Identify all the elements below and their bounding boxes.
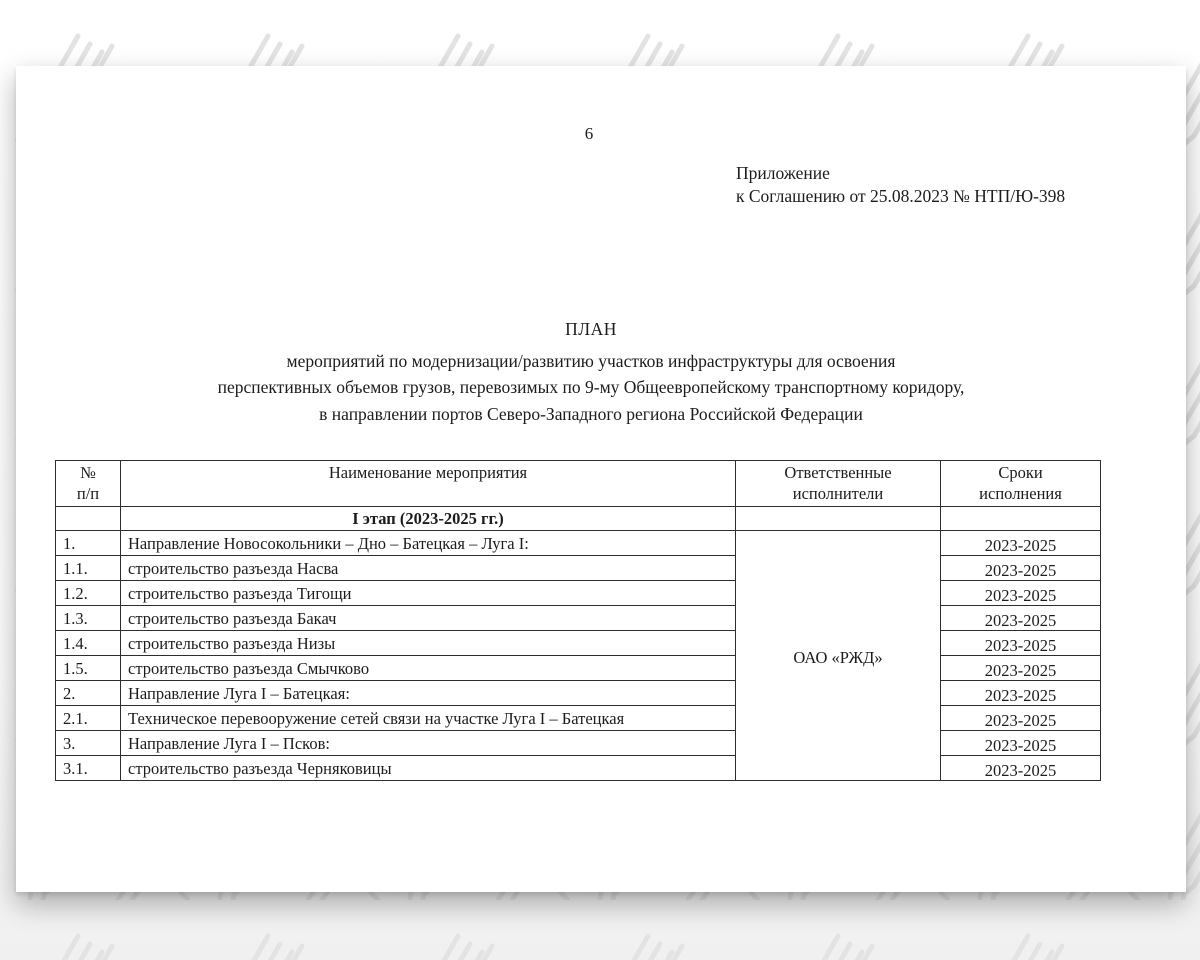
col-header-num-line2: п/п [76, 484, 100, 503]
col-header-executor-line1: Ответственные [784, 463, 892, 482]
plan-table [55, 460, 1101, 781]
table-row [56, 556, 1101, 581]
col-header-period-line1: Сроки [998, 463, 1043, 482]
stage-row [56, 507, 1101, 531]
period-value: 2023-2025 [984, 660, 1057, 680]
period-value: 2023-2025 [984, 585, 1057, 605]
row-number-cell: 1.2. [56, 581, 121, 606]
table-row [56, 631, 1101, 656]
col-header-executor [736, 461, 941, 507]
period-value: 2023-2025 [984, 560, 1057, 580]
activity-name-cell: строительство разъезда Низы [121, 631, 736, 656]
title-line-2: перспективных объемов грузов, перевозимых по 9-му Общеевропейскому транспортному коридору, [217, 377, 965, 397]
table-row [56, 656, 1101, 681]
document-page [16, 66, 1186, 892]
col-header-period-line2: исполнения [979, 484, 1062, 503]
period-cell [941, 581, 1101, 606]
page-number: 6 [584, 124, 594, 143]
period-value: 2023-2025 [984, 610, 1057, 630]
activity-name-cell: строительство разъезда Тигощи [121, 581, 736, 606]
stage-num-cell [56, 507, 121, 531]
period-cell [941, 556, 1101, 581]
table-row [56, 531, 1101, 556]
col-header-period [941, 461, 1101, 507]
activity-name-cell: Направление Луга I – Батецкая: [121, 681, 736, 706]
period-cell [941, 756, 1101, 781]
period-cell [941, 656, 1101, 681]
table-header-row [56, 461, 1101, 507]
title-line-1: мероприятий по модернизации/развитию участков инфраструктуры для освоения [286, 350, 896, 371]
period-cell [941, 731, 1101, 756]
table-row [56, 756, 1101, 781]
col-header-num-line1: № [80, 463, 96, 482]
period-cell [941, 681, 1101, 706]
period-value: 2023-2025 [984, 735, 1057, 755]
period-cell [941, 631, 1101, 656]
title-line-3: в направлении портов Северо-Западного региона Российской Федерации [319, 403, 863, 424]
activity-name-cell: Техническое перевооружение сетей связи на участке Луга I – Батецкая [121, 706, 736, 731]
row-number-cell: 3.1. [56, 756, 121, 781]
appendix-annotation [736, 162, 1065, 208]
table-row [56, 606, 1101, 631]
stage-executor-cell [736, 507, 941, 531]
row-number-cell: 2.1. [56, 706, 121, 731]
table-row [56, 706, 1101, 731]
row-number-cell: 1.5. [56, 656, 121, 681]
period-cell [941, 531, 1101, 556]
row-number-cell: 1.1. [56, 556, 121, 581]
annotation-line-2: к Соглашению от 25.08.2023 № НТП/Ю-398 [736, 186, 1066, 206]
table-row [56, 731, 1101, 756]
row-number-cell: 1.4. [56, 631, 121, 656]
executor-cell: ОАО «РЖД» [736, 531, 941, 781]
row-number-cell: 1. [56, 531, 121, 556]
document-title [16, 316, 1166, 427]
col-header-executor-line2: исполнители [792, 484, 884, 503]
period-cell [941, 606, 1101, 631]
activity-name-cell: Направление Новосокольники – Дно – Батецкая – Луга I: [121, 531, 736, 556]
period-value: 2023-2025 [984, 710, 1057, 730]
period-value: 2023-2025 [984, 635, 1057, 655]
row-number-cell: 3. [56, 731, 121, 756]
table-row [56, 681, 1101, 706]
row-number-cell: 2. [56, 681, 121, 706]
activity-name-cell: строительство разъезда Бакач [121, 606, 736, 631]
activity-name-cell: Направление Луга I – Псков: [121, 731, 736, 756]
activity-name-cell: строительство разъезда Смычково [121, 656, 736, 681]
activity-name-cell: строительство разъезда Насва [121, 556, 736, 581]
annotation-line-1: Приложение [736, 163, 830, 183]
stage-label: I этап (2023-2025 гг.) [121, 507, 736, 531]
period-value: 2023-2025 [984, 535, 1057, 555]
col-header-num [56, 461, 121, 507]
period-value: 2023-2025 [984, 760, 1057, 780]
activity-name-cell: строительство разъезда Черняковицы [121, 756, 736, 781]
period-cell [941, 706, 1101, 731]
row-number-cell: 1.3. [56, 606, 121, 631]
title-heading: ПЛАН [565, 319, 617, 339]
col-header-name: Наименование мероприятия [121, 461, 736, 507]
table-row [56, 581, 1101, 606]
period-value: 2023-2025 [984, 685, 1057, 705]
stage-period-cell [941, 507, 1101, 531]
